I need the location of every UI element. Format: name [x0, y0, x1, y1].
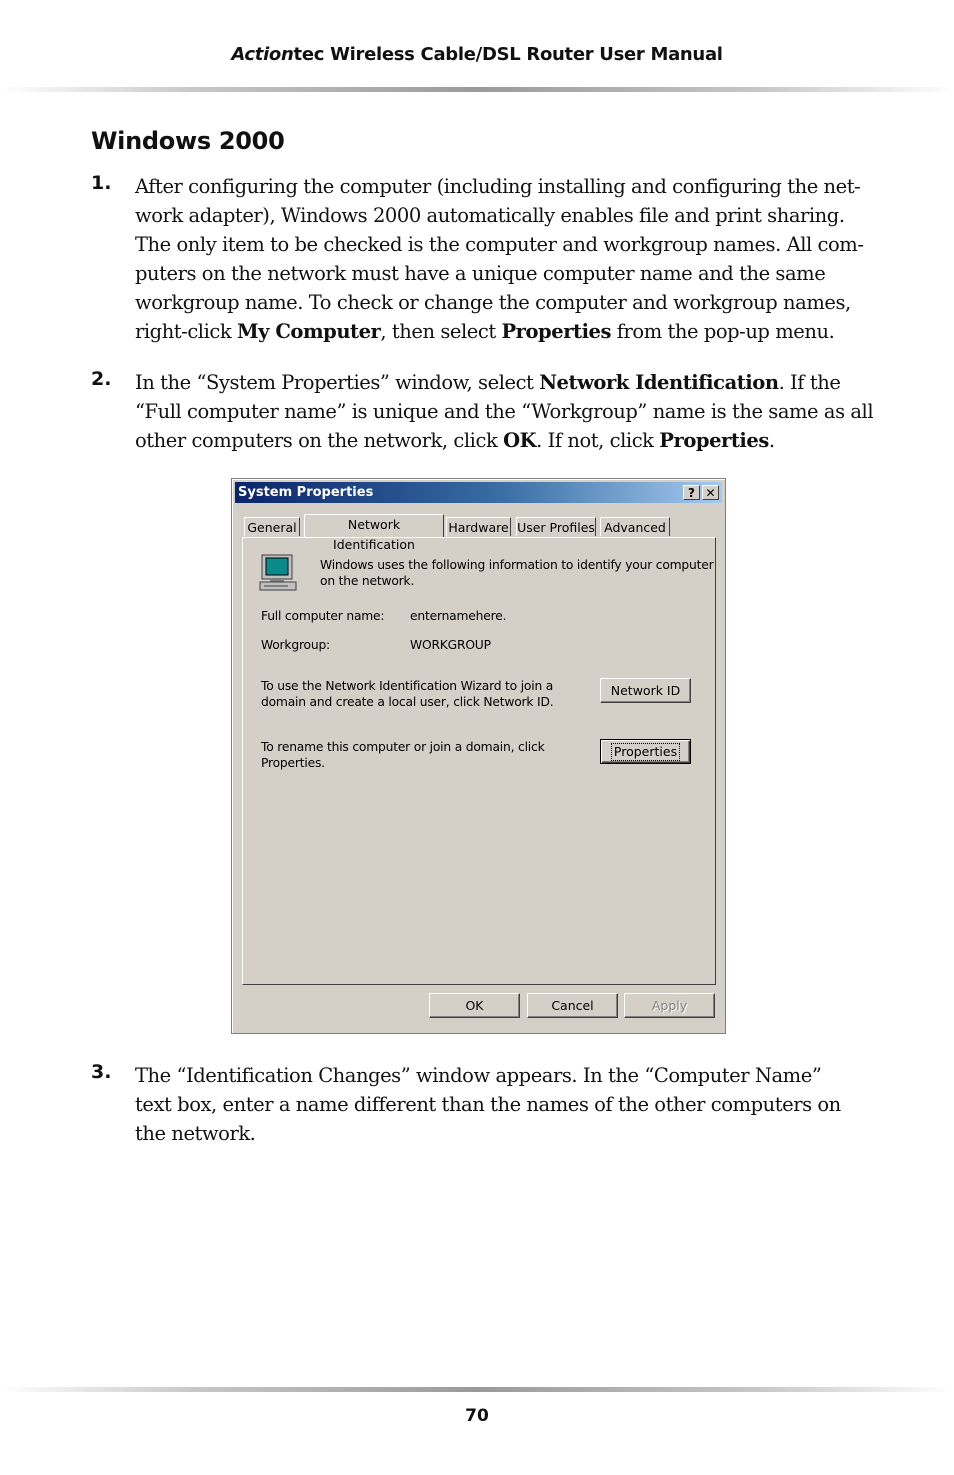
step-3	[91, 1061, 881, 1148]
full-name-value: enternamehere.	[410, 609, 507, 623]
step-text-part: . If the “Full computer name” is unique and the “Workgroup” name is the same as all other computers on the network, click	[135, 371, 874, 452]
header-title: tec Wireless Cable/DSL Router User Manual	[293, 44, 723, 65]
properties-term: Properties	[659, 429, 769, 452]
system-properties-dialog	[231, 478, 726, 1034]
apply-button[interactable]: Apply	[624, 993, 715, 1018]
intro-text-line1: Windows uses the following information to identify your computer	[320, 558, 714, 572]
properties-term: Properties	[501, 320, 612, 343]
rename-text-line1: To rename this computer or join a domain, click	[261, 740, 545, 754]
intro-text-line2: on the network.	[320, 574, 415, 588]
step-number: 3.	[91, 1061, 112, 1083]
page-number: 70	[465, 1406, 489, 1426]
help-button[interactable]: ?	[683, 485, 700, 500]
computer-icon	[258, 553, 300, 593]
step-text-part: , then select	[380, 320, 502, 343]
tab-advanced[interactable]: Advanced	[600, 517, 670, 536]
network-id-button[interactable]: Network ID	[600, 678, 691, 703]
step-number: 1.	[91, 172, 112, 194]
rename-text-line2: Properties.	[261, 756, 325, 770]
step-text-part: .	[768, 429, 775, 452]
step-text-part: . If not, click	[536, 429, 660, 452]
workgroup-label: Workgroup:	[261, 638, 330, 652]
running-header	[0, 44, 954, 65]
workgroup-value: WORKGROUP	[410, 638, 491, 652]
step-text-part: After configuring the computer (including installing and configuring the net-work adapter), Windows 2000 automatically enables file and print sharing. The only item to be checked is the computer and workgroup names. All com-puters on the network must have a unique computer name and the same workgroup name. To check or change the computer and workgroup names, right-click	[135, 175, 864, 343]
full-name-label: Full computer name:	[261, 609, 385, 623]
wizard-text-line1: To use the Network Identification Wizard to join a	[261, 679, 554, 693]
dialog-title: System Properties	[238, 485, 374, 500]
properties-button-label: Properties	[611, 743, 680, 761]
step-text	[135, 368, 881, 455]
cancel-button[interactable]: Cancel	[527, 993, 618, 1018]
ok-button[interactable]: OK	[429, 993, 520, 1018]
properties-button[interactable]	[600, 739, 691, 764]
step-text-part: from the pop-up menu.	[611, 320, 835, 343]
close-button[interactable]: ✕	[702, 485, 719, 500]
tab-hardware[interactable]: Hardware	[446, 517, 511, 536]
tab-general[interactable]: General	[244, 517, 300, 536]
dialog-titlebar[interactable]	[235, 482, 722, 503]
tab-network-identification[interactable]: Network Identification	[304, 514, 444, 537]
network-identification-term: Network Identification	[539, 371, 779, 394]
ok-term: OK	[503, 429, 537, 452]
step-text	[135, 172, 881, 346]
my-computer-term: My Computer	[236, 320, 381, 343]
step-2	[91, 368, 881, 455]
section-title: Windows 2000	[91, 127, 285, 155]
tab-user-profiles[interactable]: User Profiles	[516, 517, 596, 536]
header-rule	[0, 87, 954, 92]
step-number: 2.	[91, 368, 112, 390]
step-1	[91, 172, 881, 346]
wizard-text-line2: domain and create a local user, click Network ID.	[261, 695, 554, 709]
brand-italic: Action	[231, 44, 294, 65]
step-text: The “Identification Changes” window appears. In the “Computer Name” text box, enter a name different than the names of the other computers on the network.	[135, 1064, 841, 1145]
step-text-part: In the “System Properties” window, select	[135, 371, 540, 394]
footer-rule	[0, 1387, 954, 1392]
